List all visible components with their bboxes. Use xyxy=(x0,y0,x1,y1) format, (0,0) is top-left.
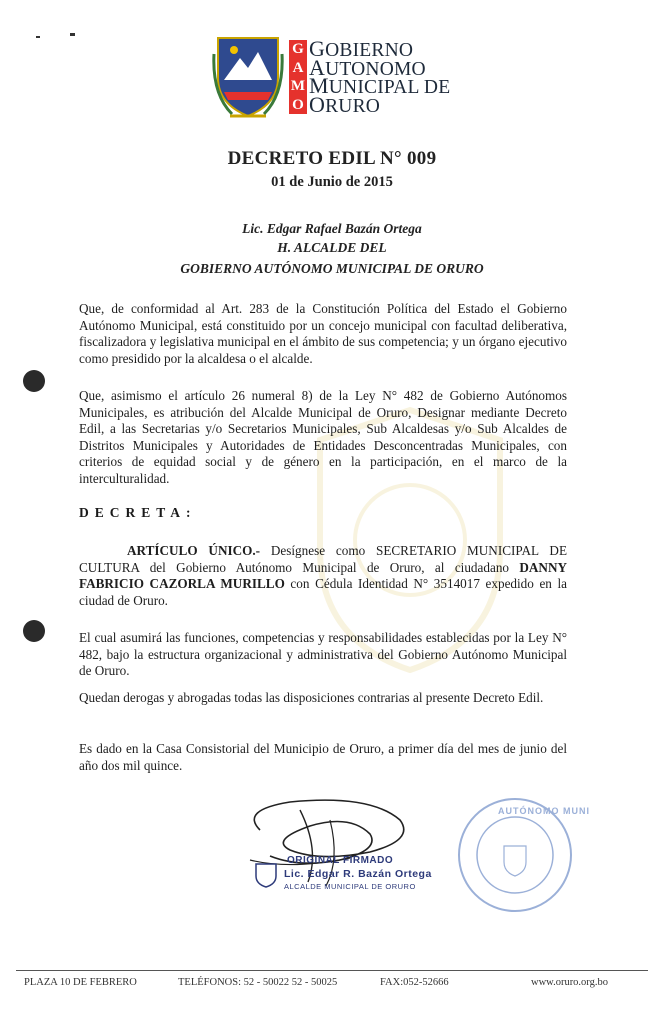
paragraph-functions: El cual asumirá las funciones, competencias y responsabilidades establecidas por la Ley N° 482, bajo la estructura organizacional y administrativa del Gobierno Autónomo Municipal de Oruro. xyxy=(79,630,567,679)
stamp-role: ALCALDE MUNICIPAL DE ORURO xyxy=(284,882,416,891)
government-name: GOBIERNO AUTÓNOMO MUNICIPAL DE ORURO xyxy=(180,261,484,276)
article-text-a: Desígnese como SECRETARIO MUNICIPAL DE CULTURA del Gobierno Autónomo Municipal de Oruro, al ciudadano xyxy=(79,543,567,575)
municipal-shield-icon xyxy=(212,34,284,120)
small-crest-icon xyxy=(252,862,280,888)
punch-hole xyxy=(23,620,45,642)
org-name-line-3: MUNICIPAL DE xyxy=(309,73,451,98)
scan-speck xyxy=(70,33,75,36)
gamo-letter: M xyxy=(290,78,306,94)
org-name-line-1: GOBIERNO xyxy=(309,36,414,61)
org-name-line-2: AUTONOMO xyxy=(309,54,426,80)
footer-website: www.oruro.org.bo xyxy=(531,977,608,988)
paragraph-closing: Es dado en la Casa Consistorial del Municipio de Oruro, a primer día del mes de junio del año dos mil quince. xyxy=(79,741,567,773)
appointee-name: DANNY FABRICIO CAZORLA MURILLO xyxy=(79,559,567,592)
article-unico xyxy=(79,543,567,609)
gamo-logo-column xyxy=(289,40,307,114)
footer-phones: TELÉFONOS: 52 - 50022 52 - 50025 xyxy=(178,977,338,988)
official-name: Lic. Edgar Rafael Bazán Ortega xyxy=(242,221,422,236)
punch-hole xyxy=(23,370,45,392)
footer-divider xyxy=(16,970,648,971)
gamo-letter: G xyxy=(292,41,304,57)
article-text-b: con Cédula Identidad N° 3514017 expedido en la ciudad de Oruro. xyxy=(79,576,568,608)
article-label: ARTÍCULO ÚNICO.- xyxy=(127,543,261,558)
paragraph-considerando-2: Que, asimismo el artículo 26 numeral 8) de la Ley N° 482 de Gobierno Autónomos Municipales, es atribución del Alcalde Municipal de Oruro, Designar mediante Decreto Edil, a las Secretarias y/o Secretarios Municipales, Sub Alcaldesas y/o Sub Alcaldes de Distritos Municipales y Autoridades de Entidades Desconcentradas Municipales, con criterios de equidad social y de género en la participación, en el marco de la interculturalidad. xyxy=(79,388,567,486)
seal-text: AUTÓNOMO MUNI xyxy=(498,806,590,816)
gamo-letter: A xyxy=(292,59,304,76)
paragraph-derogations: Quedan derogas y abrogadas todas las disposiciones contrarias al presente Decreto Edil. xyxy=(79,690,544,705)
scan-speck xyxy=(36,36,40,38)
stamp-signer: Lic. Edgar R. Bazán Ortega xyxy=(284,868,432,880)
paragraph-considerando-1: Que, de conformidad al Art. 283 de la Constitución Política del Estado el Gobierno Autónomo Municipal, está constituido por un concejo municipal con facultad deliberativa, fiscalizadora y legislativa municipal en el ámbito de sus competencia; y un órgano ejecutivo como presidido por la alcaldesa o el alcalde. xyxy=(79,301,567,366)
stamp-original: ORIGINAL FIRMADO xyxy=(287,855,394,866)
org-name-line-4: ORURO xyxy=(309,91,381,117)
footer-fax: FAX:052-52666 xyxy=(380,977,449,988)
decree-title: DECRETO EDIL N° 009 xyxy=(227,148,437,169)
gamo-letter: O xyxy=(292,96,304,113)
footer-address: PLAZA 10 DE FEBRERO xyxy=(24,977,137,988)
decreta-heading: DECRETA: xyxy=(79,505,197,520)
decree-date: 01 de Junio de 2015 xyxy=(271,174,393,190)
official-title: H. ALCALDE DEL xyxy=(277,240,387,255)
